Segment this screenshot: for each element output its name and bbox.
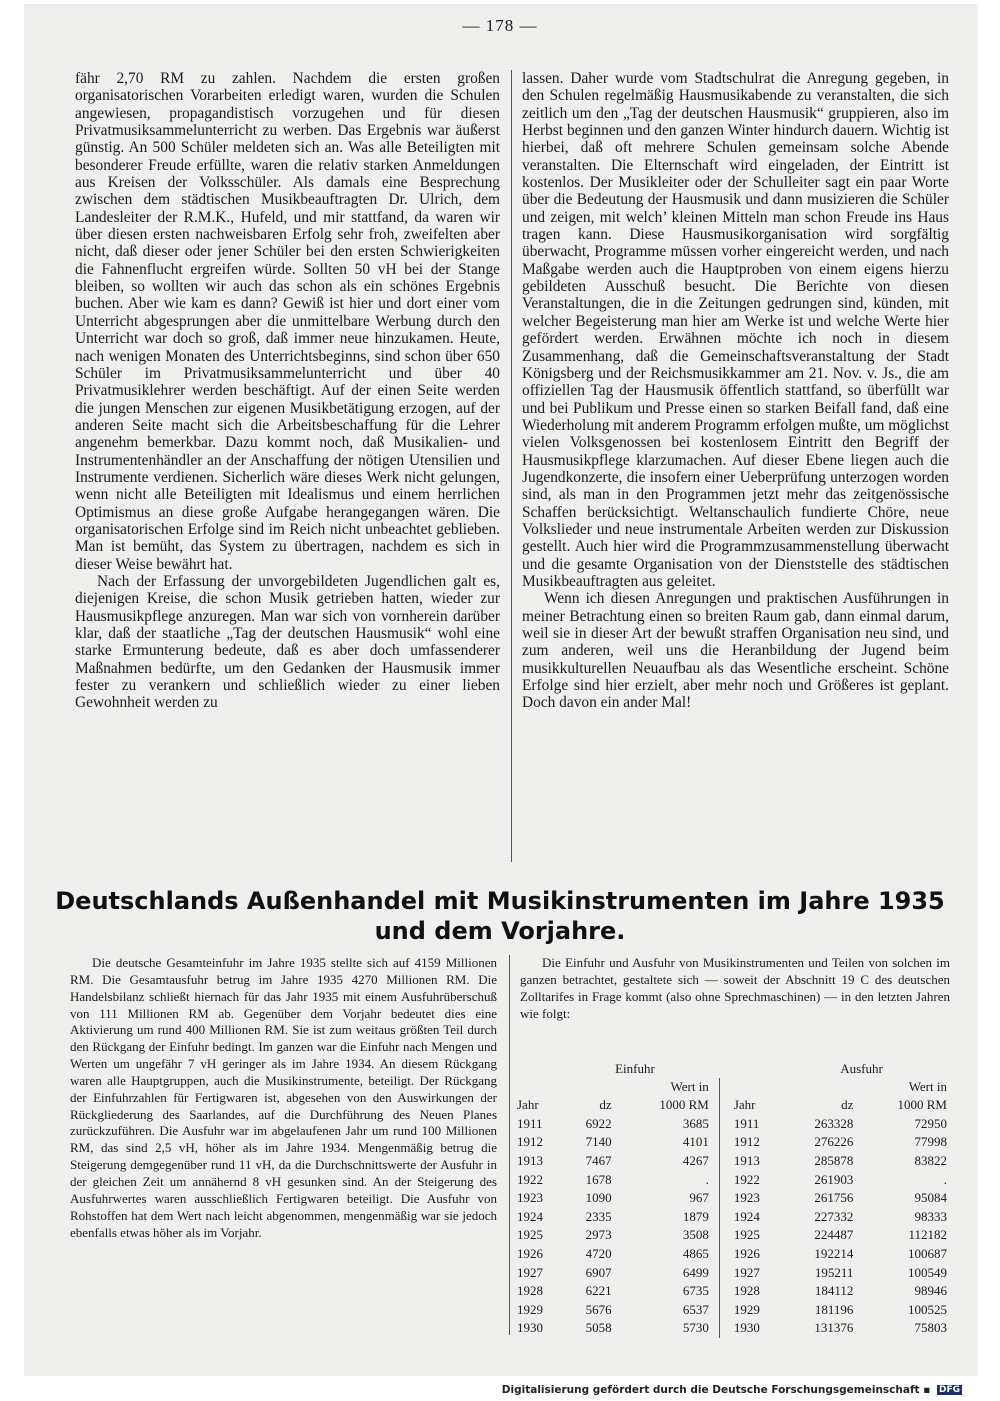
table-cell: 95084 bbox=[914, 1190, 947, 1206]
table-cell: 4865 bbox=[626, 1245, 720, 1264]
table-cell: 967 bbox=[626, 1189, 720, 1208]
table-cell: 100525 bbox=[908, 1301, 947, 1317]
headline-line: und dem Vorjahre. bbox=[374, 917, 626, 945]
column-divider bbox=[509, 955, 510, 1335]
left-column bbox=[75, 70, 500, 712]
col-year: Jahr bbox=[517, 1097, 539, 1113]
table-cell: 184112 bbox=[814, 1283, 854, 1299]
article-left-column bbox=[70, 955, 497, 1241]
table-header-row bbox=[514, 1096, 950, 1115]
col-dz: dz bbox=[599, 1097, 612, 1113]
value-label: Wert in bbox=[626, 1078, 720, 1096]
table-row bbox=[514, 1319, 950, 1338]
table-cell: 100549 bbox=[908, 1264, 947, 1280]
dfg-logo: DFG bbox=[938, 1385, 960, 1395]
table-cell: 192214 bbox=[814, 1246, 854, 1262]
table-row bbox=[514, 1263, 950, 1282]
table-cell: 1922 bbox=[517, 1171, 543, 1187]
table-cell: 5730 bbox=[626, 1319, 720, 1338]
table-row bbox=[514, 1115, 950, 1134]
table-cell: 1924 bbox=[733, 1208, 760, 1224]
table-header-row bbox=[514, 1078, 950, 1096]
table-cell: 1912 bbox=[517, 1134, 543, 1150]
table-cell: 1924 bbox=[517, 1208, 543, 1224]
table-cell: 1926 bbox=[517, 1246, 543, 1262]
table-cell: 6499 bbox=[626, 1263, 720, 1282]
table-row bbox=[514, 1133, 950, 1152]
table-cell: 3508 bbox=[626, 1226, 720, 1245]
table-cell: 285878 bbox=[814, 1153, 854, 1169]
table-cell: 4267 bbox=[626, 1152, 720, 1171]
trade-table bbox=[514, 1060, 950, 1338]
page-number: — 178 — bbox=[462, 16, 538, 35]
table-row bbox=[514, 1170, 950, 1189]
col-value: 1000 RM bbox=[897, 1097, 947, 1113]
table-cell: 1925 bbox=[517, 1227, 543, 1243]
paragraph: Die Einfuhr und Ausfuhr von Musikinstrumenten und Teilen von solchen im ganzen betrachtet, gestaltete sich — soweit der Abschnitt 19 C des deutschen Zolltarifes in Frage kommt (also ohne Sprechmaschinen) — in den letzten Jahren wie folgt: bbox=[520, 955, 950, 1021]
col-value: 1000 RM bbox=[626, 1096, 720, 1115]
table-cell: 1928 bbox=[517, 1283, 543, 1299]
table-cell: 1913 bbox=[517, 1153, 543, 1169]
table-cell: 98946 bbox=[914, 1283, 947, 1299]
table-cell: 224487 bbox=[814, 1227, 854, 1243]
table-cell: 276226 bbox=[814, 1134, 854, 1150]
table-cell: 1927 bbox=[733, 1264, 760, 1280]
paragraph: fähr 2,70 RM zu zahlen. Nachdem die ersten großen organisatorischen Vorarbeiten erledigt waren, wurden die Schulen angewiesen, propagandistisch vorzugehen und für diesen Privatmusiksammelunterricht zu werben. Das Ergebnis war äußerst günstig. An 500 Schüler meldeten sich an. Was alle Beteiligten mit besonderer Freude erfüllte, waren die relativ starken Anmeldungen aus Kreisen der Volksschüler. Als damals eine Besprechung zwischen dem städtischen Musikbeauftragten Dr. Ulrich, dem Landesleiter der R.M.K., Hufeld, und mir stattfand, da waren wir über diesen ersten nachweisbaren Erfolg sehr froh, zweifelten aber nicht, daß dieser oder jener Schüler bei den ersten Schwierigkeiten die Fahnenflucht ergreifen würde. Sollten 50 vH bei der Stange bleiben, so wollten wir auch das schon als ein schönes Ergebnis buchen. Aber wie kam es dann? Gewiß ist hier und dort einer vom Unterricht abgesprungen aber die unmittelbare Werbung durch den Unterricht war doch so groß, daß immer neue hinzukamen. Heute, nach wenigen Monaten des Unterrichtsbeginns, sind schon über 650 Schüler im Privatmusiksammelunterricht und über 40 Privatmusiklehrer werden beschäftigt. Auf der einen Seite werden die jungen Menschen zur eigenen Musikbetätigung erzogen, auf der anderen Seite macht sich die Arbeitsbeschaffung für die Lehrer angenehm bemerkbar. Dazu kommt noch, daß Musikalien- und Instrumentenhändler an der Anschaffung der nötigen Utensilien und Instrumente verdienen. Sicherlich wäre dieses Werk nicht gelungen, wenn nicht alle Beteiligten mit Idealismus und einem herrlichen Optimismus an diese große Aufgabe herangegangen wären. Die organisatorischen Erfolge sind im Reich nicht unbeachtet geblieben. Man ist bemüht, das System zu übertragen, nachdem es sich in dieser Weise bewährt hat. bbox=[75, 70, 500, 573]
table-cell: 195211 bbox=[814, 1264, 854, 1280]
headline-line: Deutschlands Außenhandel mit Musikinstrumenten im Jahre 1935 bbox=[55, 887, 945, 915]
table-row bbox=[514, 1301, 950, 1320]
table-row bbox=[514, 1189, 950, 1208]
table-cell: 1928 bbox=[733, 1283, 760, 1299]
paragraph: Nach der Erfassung der unvorgebildeten Jugendlichen galt es, diejenigen Kreise, die schon Musik getrieben hatten, wieder zur Hausmusikpflege anzuregen. Man war sich von vornherein darüber klar, daß der staatliche „Tag der deutschen Hausmusik“ wohl eine starke Ermunterung bedeute, daß es aber doch umfassenderer Maßnahmen bedürfte, um den Gedanken der Hausmusik immer fester zu verankern und schließlich wieder zu einer lieben Gewohnheit werden zu bbox=[75, 572, 500, 712]
table-cell: 1930 bbox=[517, 1320, 543, 1336]
table-cell: . bbox=[943, 1171, 947, 1187]
table-cell: 6735 bbox=[626, 1282, 720, 1301]
table-cell: 2973 bbox=[585, 1227, 612, 1243]
table-cell: 1929 bbox=[517, 1301, 543, 1317]
col-year: Jahr bbox=[733, 1097, 756, 1113]
table-cell: 1879 bbox=[626, 1208, 720, 1227]
table-cell: 263328 bbox=[814, 1115, 854, 1131]
table-cell: 1923 bbox=[733, 1190, 760, 1206]
table-cell: 1913 bbox=[733, 1153, 760, 1169]
right-column bbox=[522, 70, 949, 712]
table-row bbox=[514, 1152, 950, 1171]
paragraph: Wenn ich diesen Anregungen und praktischen Ausführungen in meiner Betrachtung einen so breiten Raum gab, dann einmal darum, weil sie in dieser Art der bewußt straffen Organisation neu sind, und zum anderen, weil uns die Heranbildung der Jugend beim musikkulturellen Neuaufbau als das Wesentliche erscheint. Schöne Erfolge sind hier erzielt, aber mehr noch und Größeres ist geplant. Doch davon ein ander Mal! bbox=[522, 590, 949, 712]
table-cell: 1929 bbox=[733, 1301, 760, 1317]
group-import: Einfuhr bbox=[615, 1061, 655, 1076]
table-row bbox=[514, 1208, 950, 1227]
table-cell: 6907 bbox=[585, 1264, 612, 1280]
table-row bbox=[514, 1282, 950, 1301]
col-dz: dz bbox=[841, 1097, 854, 1113]
table-cell: 1930 bbox=[733, 1320, 760, 1336]
table-cell: 1911 bbox=[733, 1115, 760, 1131]
table-cell: 5058 bbox=[585, 1320, 612, 1336]
table-cell: 112182 bbox=[908, 1227, 947, 1243]
table-cell: 100687 bbox=[908, 1246, 947, 1262]
footer-credit: Digitalisierung gefördert durch die Deutsche Forschungsgemeinschaft ▪ DFG bbox=[501, 1384, 960, 1396]
table-cell: . bbox=[626, 1170, 720, 1189]
table-cell: 261756 bbox=[814, 1190, 854, 1206]
table-cell: 75803 bbox=[914, 1320, 947, 1336]
group-export: Ausfuhr bbox=[840, 1061, 883, 1076]
table-cell: 1912 bbox=[733, 1134, 760, 1150]
table-cell: 1923 bbox=[517, 1190, 543, 1206]
table-cell: 77998 bbox=[914, 1134, 947, 1150]
table-cell: 1925 bbox=[733, 1227, 760, 1243]
table-cell: 72950 bbox=[914, 1115, 947, 1131]
table-cell: 261903 bbox=[814, 1171, 854, 1187]
table-cell: 3685 bbox=[626, 1115, 720, 1134]
table-cell: 4720 bbox=[585, 1246, 612, 1262]
table-cell: 6922 bbox=[585, 1115, 612, 1131]
article-headline bbox=[40, 886, 960, 946]
value-label: Wert in bbox=[908, 1079, 947, 1094]
paragraph: lassen. Daher wurde vom Stadtschulrat die Anregung gegeben, in den Schulen regelmäßig Hausmusikabende zu veranstalten, die sich zeitlich um den „Tag der deutschen Hausmusik“ gruppieren, also im Herbst beginnen und den ganzen Winter hindurch dauern. Wichtig ist hierbei, daß oft mehrere Schulen gemeinsam solche Abende veranstalten. Die Elternschaft wird eingeladen, der Eintritt ist kostenlos. Der Musikleiter oder der Schulleiter sagt ein paar Worte über die Bedeutung der Hausmusik und dann musizieren die Schüler und zeigen, mit welch’ kleinen Mitteln man schon Freude ins Haus tragen kann. Diese Hausmusikorganisation wird sorgfältig überwacht, Programme müssen vorher eingereicht werden, und nach Maßgabe werden auch die Hauptproben von einem eigens hierzu gebildeten Ausschuß besucht. Die Berichte von diesen Veranstaltungen, die in die Zeitungen gedrungen sind, künden, mit welcher Begeisterung man hier am Werke ist und welche Werte hier gefördert werden. Erwähnen möchte ich noch in diesem Zusammenhang, daß die Gemeinschaftsveranstaltung der Stadt Königsberg und der Reichsmusikkammer am 21. Nov. v. Js., die am offiziellen Tag der Hausmusik öffentlich stattfand, so überfüllt war und bei Publikum und Presse einen so starken Beifall fand, daß eine Wiederholung mit anderem Programm erfolgen mußte, um möglichst vielen Volksgenossen bei kostenlosem Eintritt den Begriff der Hausmusikpflege klarzumachen. Auf dieser Ebene liegen auch die Jugendkonzerte, die insofern einer Ueberprüfung unterzogen worden sind, als man in den Programmen jetzt mehr das zeitgenössische Schaffen berücksichtigt. Weltanschaulich fundierte Chöre, neue Volkslieder und neue instrumentale Arbeiten werden zur Diskussion gestellt. Auch hier wird die Programmzusammenstellung überwacht und die gesamte Organisation von der Dienststelle des städtischen Musikbeauftragten aus geleitet. bbox=[522, 70, 949, 590]
article-right-column bbox=[520, 955, 950, 1022]
footer-text: Digitalisierung gefördert durch die Deutsche Forschungsgemeinschaft bbox=[501, 1384, 920, 1396]
table-cell: 1927 bbox=[517, 1264, 543, 1280]
table-cell: 181196 bbox=[814, 1301, 854, 1317]
table-row bbox=[514, 1245, 950, 1264]
table-cell: 83822 bbox=[914, 1153, 947, 1169]
table-cell: 7467 bbox=[585, 1153, 612, 1169]
table-cell: 1090 bbox=[585, 1190, 612, 1206]
table-cell: 4101 bbox=[626, 1133, 720, 1152]
table-cell: 5676 bbox=[585, 1301, 612, 1317]
table-cell: 227332 bbox=[814, 1208, 854, 1224]
table-cell: 6221 bbox=[585, 1283, 612, 1299]
table-cell: 1926 bbox=[733, 1246, 760, 1262]
table-row bbox=[514, 1226, 950, 1245]
table-cell: 2335 bbox=[585, 1208, 612, 1224]
table-header-row bbox=[514, 1060, 950, 1078]
table-cell: 98333 bbox=[914, 1208, 947, 1224]
column-divider bbox=[511, 70, 512, 862]
table-cell: 1678 bbox=[585, 1171, 612, 1187]
paragraph: Die deutsche Gesamteinfuhr im Jahre 1935 stellte sich auf 4159 Millionen RM. Die Gesamtausfuhr betrug im Jahre 1935 4270 Millionen RM. Die Handelsbilanz schließt hiernach für das Jahr 1935 mit einem Ausfuhrüberschuß von 111 Millionen RM ab. Gegenüber dem Vorjahr bedeutet dies eine Aktivierung um rund 400 Millionen RM. Sie ist zum weitaus größten Teil durch den Rückgang der Einfuhr bedingt. Im ganzen war die Einfuhr nach Mengen und Werten um ungefähr 7 vH geringer als im Jahre 1934. An diesem Rückgang waren alle Hauptgruppen, auch die Musikinstrumente, beteiligt. Der Rückgang der Einfuhrzahlen für Fertigwaren ist, abgesehen von den Auswirkungen der Rückgliederung des Saarlandes, auf die Durchführung des Neuen Planes zurückzuführen. Die Ausfuhr war im abgelaufenen Jahr um rund 100 Millionen RM, das sind 2,5 vH, höher als im Jahre 1934. Mengenmäßig betrug die Steigerung demgegenüber rund 11 vH, da die Durchschnittswerte der Ausfuhr in der gleichen Zeit um annähernd 8 vH gesunken sind. An der Steigerung des Ausfuhrwertes waren ausschließlich Fertigwaren beteiligt. Die Ausfuhr von Rohstoffen hat dem Wert nach leicht abgenommen, mengenmäßig war sie jedoch ebenfalls etwas höher als im Vorjahr. bbox=[70, 955, 497, 1240]
table-cell: 1911 bbox=[517, 1115, 543, 1131]
table-cell: 7140 bbox=[585, 1134, 612, 1150]
table-cell: 1922 bbox=[733, 1171, 760, 1187]
table-cell: 131376 bbox=[814, 1320, 854, 1336]
table-cell: 6537 bbox=[626, 1301, 720, 1320]
